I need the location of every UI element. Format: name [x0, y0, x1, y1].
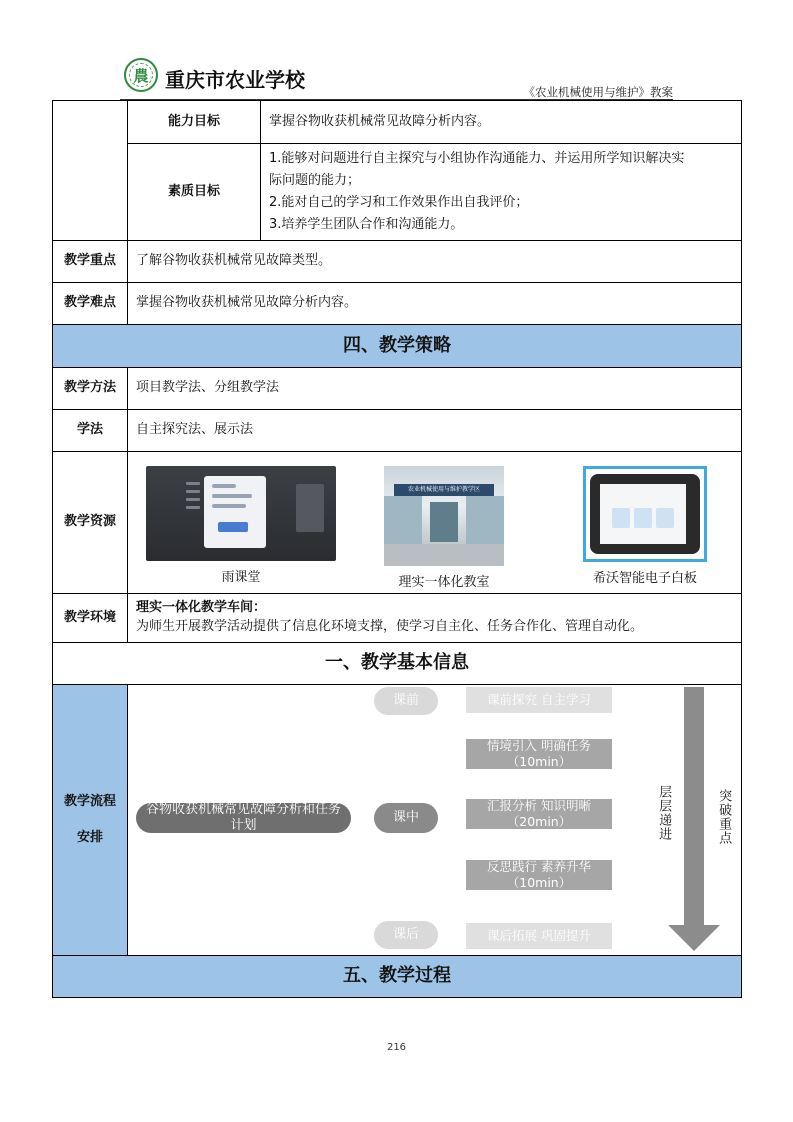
- stage-after-pill: 课后: [374, 921, 438, 949]
- step-title: 汇报分析 知识明晰: [487, 798, 591, 814]
- quality-objective-label: 素质目标: [127, 143, 261, 241]
- yuketang-screenshot: [146, 466, 336, 561]
- stage-during-pill: 课中: [374, 803, 438, 833]
- study-method-text: 自主探究法、展示法: [127, 409, 742, 452]
- quality-objective-text: [260, 143, 742, 241]
- step-analysis: [466, 799, 612, 829]
- quality-line: 际问题的能力；: [269, 172, 361, 188]
- step-title: 课前探究 自主学习: [487, 692, 591, 708]
- school-logo-icon: 農: [124, 58, 158, 92]
- ability-objective-label: 能力目标: [127, 100, 261, 144]
- step-pre-class: [466, 687, 612, 713]
- resource-whiteboard: [583, 466, 707, 590]
- method-text: 项目教学法、分组教学法: [127, 367, 742, 410]
- quality-line: 1.能够对问题进行自主探究与小组协作沟通能力、并运用所学知识解决实: [269, 150, 685, 166]
- study-method-label: 学法: [52, 409, 128, 452]
- section-basic-info-title: 一、教学基本信息: [52, 642, 742, 685]
- stage-before-pill: 课前: [374, 687, 438, 715]
- resource-caption: 理实一体化教室: [398, 575, 490, 590]
- resource-yuketang: [146, 466, 336, 589]
- smart-whiteboard-photo: [583, 466, 707, 562]
- resources-label: 教学资源: [52, 451, 128, 594]
- flow-diagram: [128, 685, 741, 955]
- section-teaching-process-title: 五、教学过程: [52, 955, 742, 998]
- progress-label: 层层递进: [656, 785, 672, 841]
- step-time: （20min）: [506, 814, 572, 829]
- step-intro: [466, 739, 612, 769]
- classroom-photo: [384, 466, 504, 566]
- resource-caption: 雨课堂: [221, 570, 261, 585]
- step-reflection: [466, 860, 612, 890]
- classroom-banner-text: 农业机械使用与维护教学区: [407, 486, 480, 493]
- resource-caption: 希沃智能电子白板: [592, 571, 697, 586]
- flow-diagram-cell: [127, 684, 742, 956]
- step-title: 课后拓展 巩固提升: [487, 928, 591, 944]
- page-header: [0, 0, 793, 100]
- environment-title: 理实一体化教学车间：: [136, 600, 267, 616]
- quality-line: 2.能对自己的学习和工作效果作出自我评价；: [269, 195, 529, 210]
- difficulty-text: 掌握谷物收获机械常见故障分析内容。: [127, 282, 742, 325]
- step-title: 反思践行 素养升华: [487, 859, 591, 875]
- flow-label-cell: [52, 684, 128, 956]
- environment-text: 为师生开展教学活动提供了信息化环境支撑，使学习自主化、任务合作化、管理自动化。: [136, 619, 644, 634]
- flow-label-line: 安排: [76, 830, 103, 845]
- environment-cell: [127, 593, 742, 643]
- page-number: 216: [386, 1042, 407, 1053]
- key-point-text: 了解谷物收获机械常见故障类型。: [127, 240, 742, 283]
- quality-line: 3.培养学生团队合作和沟通能力。: [269, 217, 464, 233]
- step-title: 情境引入 明确任务: [487, 738, 591, 754]
- step-post-class: [466, 923, 612, 949]
- environment-label: 教学环境: [52, 593, 128, 643]
- ability-objective-text: 掌握谷物收获机械常见故障分析内容。: [260, 100, 742, 144]
- lesson-plan-table: [52, 100, 742, 998]
- objectives-merged-cell: [52, 100, 128, 241]
- method-label: 教学方法: [52, 367, 128, 410]
- school-name: 重庆市农业学校: [165, 68, 305, 92]
- flow-label-line: 教学流程: [63, 793, 116, 809]
- main-task-pill: 谷物收获机械常见故障分析和任务计划: [136, 803, 351, 833]
- course-name: 《农业机械使用与维护》教案: [523, 85, 673, 99]
- section-teaching-strategy-title: 四、教学策略: [52, 324, 742, 368]
- breakthrough-label: 突破重点: [716, 789, 732, 845]
- key-point-label: 教学重点: [52, 240, 128, 283]
- resource-classroom: [384, 466, 504, 594]
- difficulty-label: 教学难点: [52, 282, 128, 325]
- resources-cell: [127, 451, 742, 594]
- step-time: （10min）: [506, 754, 572, 769]
- step-time: （10min）: [506, 875, 572, 890]
